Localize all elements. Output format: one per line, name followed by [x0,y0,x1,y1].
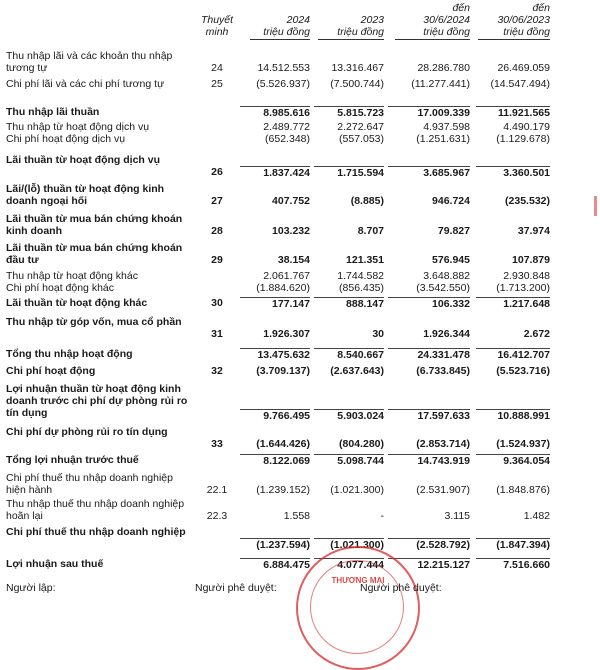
row-note: 29 [211,254,223,266]
cell-h2024: (2.531.907) [416,484,470,496]
cell-2023: 5.098.744 [314,454,384,467]
row-label: Thu nhập lãi thuần [6,106,100,118]
cell-h2023: 4.490.179 [503,121,550,133]
row-label: Lãi thuần từ mua bán chứng khoán kinh doanh [6,213,183,237]
row-note: 24 [211,62,223,74]
cell-h2023: 10.888.991 [476,409,550,422]
cell-2023: 2.272.647 [337,121,384,133]
cell-h2024: 1.926.344 [423,328,470,340]
cell-2024: 8.985.616 [240,106,310,119]
cell-h2023: (1.847.394) [476,538,550,551]
company-seal-inner-ring [310,560,404,654]
row-note: 31 [211,328,223,340]
cell-2024: 1.837.424 [240,166,310,179]
company-seal [296,546,420,670]
header-2023 [318,14,384,40]
cell-2024: (5.526.937) [256,78,310,90]
cell-h2023: 1.482 [523,510,550,522]
cell-h2024: (11.277.441) [411,78,470,90]
cell-2023: (1.021.300) [330,484,384,496]
header-2024-year: 2024 [286,14,310,26]
cell-h2023: 16.412.707 [476,348,550,361]
cell-2023: 30 [372,328,384,340]
cell-h2023: 37.974 [517,225,550,237]
cell-h2024: (3.542.550) [416,282,470,294]
cell-h2024: 79.827 [437,225,470,237]
header-h2023-unit: triệu đồng [478,26,550,40]
cell-2023: 13.316.467 [331,62,384,74]
cell-h2024: 946.724 [432,195,470,207]
cell-2023: (557.053) [339,133,384,145]
cell-h2024: 3.685.967 [388,166,470,179]
header-note-label: Thuyết minh [200,14,234,38]
header-h2023-prefix: đến [532,2,550,14]
cell-2024: 103.232 [272,225,310,237]
cell-2023: 5.903.024 [314,409,384,422]
row-label: Lãi/(lỗ) thuần từ hoạt động kinh doanh ngoại hối [6,183,165,207]
cell-2024: 8.122.069 [240,454,310,467]
header-h2023 [478,2,550,40]
header-h2024-prefix: đến [452,2,470,14]
cell-2024: 13.475.632 [240,348,310,361]
cell-2023: 1.715.594 [314,166,384,179]
row-label: Lãi thuần từ hoạt động dịch vụ [6,154,161,166]
row-note: 27 [211,195,223,207]
cell-2023: 8.540.667 [314,348,384,361]
header-h2023-date: 30/06/2023 [497,14,550,26]
cell-h2024: 17.009.339 [388,106,470,119]
row-note: 30 [211,297,223,309]
row-label: Lãi thuần từ hoạt động khác [6,297,148,309]
row-label: Chi phí hoạt động [6,365,96,377]
cell-h2023: (14.547.494) [490,78,550,90]
cell-h2024: 3.115 [444,510,470,522]
row-label: Tổng thu nhập hoạt động [6,348,133,360]
header-h2024-unit: triệu đồng [395,26,470,40]
cell-2024: 9.766.495 [240,409,310,422]
cell-h2024: 14.743.919 [388,454,470,467]
cell-h2024: 12.215.127 [388,558,470,571]
cell-2023: 1.744.582 [337,270,384,282]
cell-h2023: 11.921.565 [476,106,550,119]
cell-2024: (652.348) [265,133,310,145]
cell-h2024: (1.251.631) [416,133,470,145]
cell-2024: 2.489.772 [263,121,310,133]
cell-2023: (7.500.744) [330,78,384,90]
cell-2024: (3.709.137) [256,365,310,377]
cell-2024: 1.558 [283,510,310,522]
cell-2023: (8.885) [350,195,384,207]
cell-2023: 121.351 [346,254,384,266]
row-note: 33 [211,438,223,450]
cell-h2024: (2.853.714) [416,438,470,450]
cell-h2023: 9.364.054 [476,454,550,467]
cell-2024: (1.644.426) [256,438,310,450]
cell-h2024: (2.528.792) [388,538,470,551]
cell-2024: 177.147 [240,297,310,310]
header-2024-unit: triệu đồng [250,26,310,40]
row-label: Thu nhập từ góp vốn, mua cổ phần [6,316,182,328]
row-label: Lãi thuần từ mua bán chứng khoán đầu tư [6,242,183,266]
cell-h2023: 7.516.660 [476,558,550,571]
cell-2024: 38.154 [277,254,310,266]
cell-h2023: (1.713.200) [496,282,550,294]
cell-2023: (856.435) [339,282,384,294]
header-2024 [250,14,310,40]
cell-h2024: 4.937.598 [423,121,470,133]
edge-mark [594,196,597,216]
cell-h2024: 24.331.478 [388,348,470,361]
row-label: Tổng lợi nhuận trước thuế [6,454,139,466]
cell-2023: (804.280) [339,438,384,450]
cell-h2024: 576.945 [432,254,470,266]
cell-2024: (1.884.620) [256,282,310,294]
cell-2024: 6.884.475 [240,558,310,571]
approver-label-2: Người phê duyệt: [360,582,442,594]
cell-2023: 8.707 [357,225,384,237]
row-label: Chi phí hoạt động dịch vụ [6,133,126,145]
cell-2023: (1.021.300) [314,538,384,551]
cell-h2024: (6.733.845) [416,365,470,377]
cell-2024: 407.752 [272,195,310,207]
row-label: Lợi nhuận thuần từ hoạt động kinh doanh trước chi phí dự phòng rủi ro tín dụng [6,383,188,419]
cell-h2023: 3.360.501 [476,166,550,179]
row-note: 26 [211,166,223,178]
row-label: Chi phí dự phòng rủi ro tín dụng [6,426,168,438]
row-label: Chi phí thuế thu nhập doanh nghiệp [6,526,186,538]
row-label: Thu nhập từ hoạt động dịch vụ [6,121,150,133]
row-label: Thu nhập từ hoạt động khác [6,270,138,282]
cell-h2023: 26.469.059 [497,62,550,74]
cell-2024: (1.239.152) [256,484,310,496]
cell-h2024: 106.332 [388,297,470,310]
cell-2024: 14.512.553 [257,62,310,74]
header-h2024 [395,2,470,40]
row-note: 22.1 [206,484,228,496]
row-note: 28 [211,225,223,237]
company-seal-text: THƯƠNG MẠI [331,576,385,585]
cell-h2024: 28.286.780 [417,62,470,74]
header-2023-year: 2023 [360,14,384,26]
cell-2023: 888.147 [314,297,384,310]
approver-label: Người phê duyệt: [195,582,277,594]
row-note: 22.3 [206,510,228,522]
row-note: 25 [211,78,223,90]
row-label: Chi phí lãi và các chi phí tương tự [6,78,165,90]
row-label: Chi phí hoạt động khác [6,282,114,294]
header-note [196,14,238,38]
row-label: Thu nhập lãi và các khoản thu nhập tương tự [6,50,173,74]
cell-h2023: (235.532) [505,195,550,207]
cell-2023: 5.815.723 [314,106,384,119]
cell-h2023: 107.879 [512,254,550,266]
row-note: 32 [211,365,223,377]
cell-2024: 1.926.307 [263,328,310,340]
cell-h2024: 3.648.882 [423,270,470,282]
cell-h2023: (1.848.876) [496,484,550,496]
cell-2023: - [380,510,384,522]
row-label: Thu nhập thuế thu nhập doanh nghiệp hoãn lại [6,498,185,522]
header-2023-unit: triệu đồng [318,26,384,40]
cell-h2023: (1.129.678) [496,133,550,145]
header-h2024-date: 30/6/2024 [423,14,470,26]
cell-h2023: 2.930.848 [503,270,550,282]
cell-h2024: 17.597.633 [388,409,470,422]
cell-2024: (1.237.594) [240,538,310,551]
cell-h2023: (5.523.716) [496,365,550,377]
cell-h2023: (1.524.937) [496,438,550,450]
cell-2023: 4.077.444 [314,558,384,571]
row-label: Chi phí thuế thu nhập doanh nghiệp hiện hành [6,472,173,496]
cell-2023: (2.637.643) [330,365,384,377]
cell-h2023: 1.217.648 [476,297,550,310]
row-label: Lợi nhuận sau thuế [6,558,104,570]
cell-h2023: 2.672 [523,328,550,340]
cell-2024: 2.061.767 [263,270,310,282]
preparer-label: Người lập: [6,582,56,594]
